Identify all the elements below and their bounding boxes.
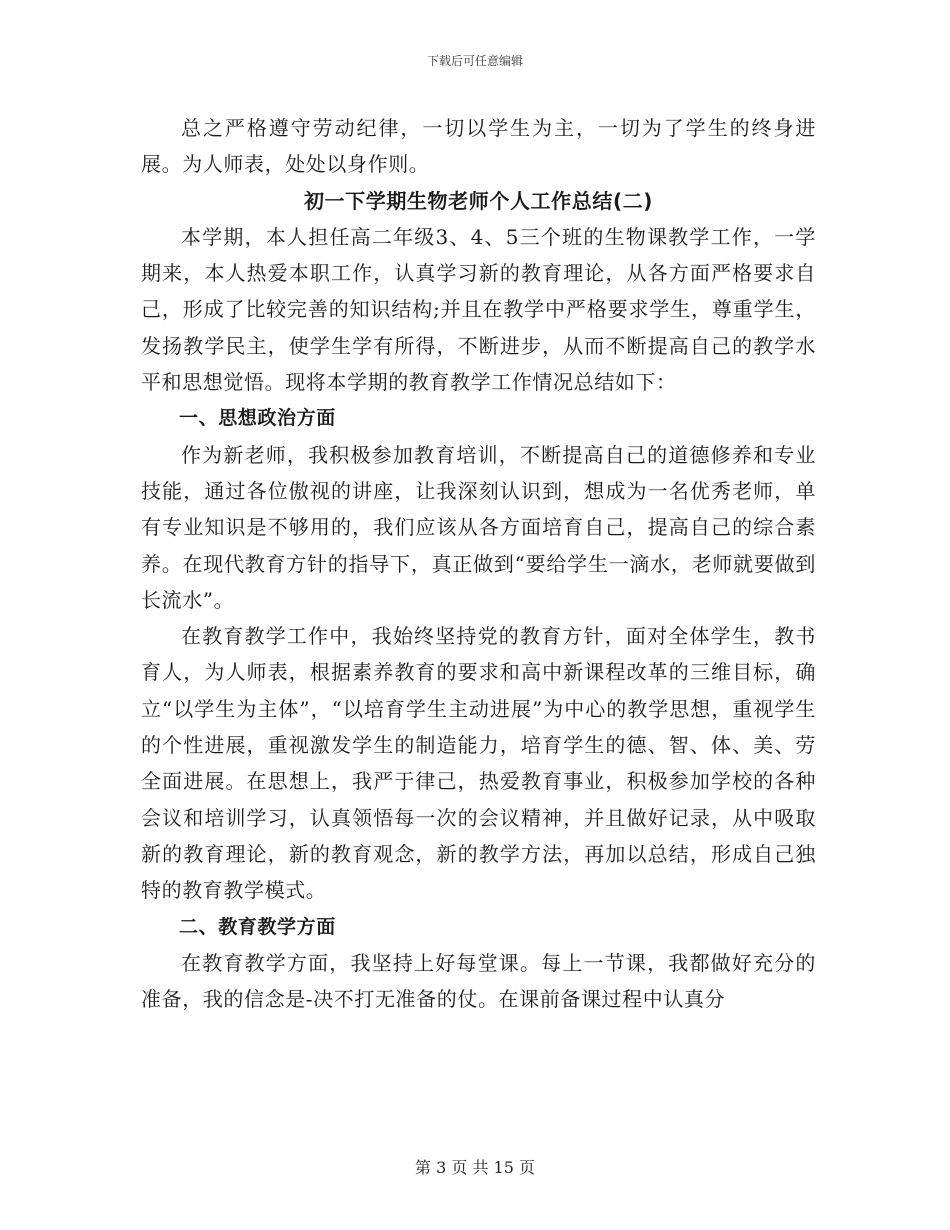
paragraph-closing: 总之严格遵守劳动纪律，一切以学生为主，一切为了学生的终身进展。为人师表，处处以身作则。 [141,116,816,177]
document-body [141,110,816,1017]
paragraph-politics-1: 作为新老师，我积极参加教育培训，不断提高自己的道德修养和专业技能，通过各位傲视的讲座，让我深刻认识到，想成为一名优秀老师，单有专业知识是不够用的，我们应该从各方面培育自己，提高自己的综合素养。在现代教育方针的指导下，真正做到“要给学生一滴水，老师就要做到长流水”。 [141,442,816,612]
paragraph-teaching-1: 在教育教学方面，我坚持上好每堂课。每上一节课，我都做好充分的准备，我的信念是-决不打无准备的仗。在课前备课过程中认真分 [141,950,816,1012]
paragraph-politics-2: 在教育教学工作中，我始终坚持党的教育方针，面对全体学生，教书育人，为人师表，根据素养教育的要求和高中新课程改革的三维目标，确立“以学生为主体”，“以培育学生主动进展”为中心的教学思想，重视学生的个性进展，重视激发学生的制造能力，培育学生的德、智、体、美、劳全面进展。在思想上，我严于律己，热爱教育事业，积极参加学校的各种会议和培训学习，认真领悟每一次的会议精神，并且做好记录，从中吸取新的教育理论，新的教育观念，新的教学方法，再加以总结，形成自己独特的教育教学模式。 [141,624,816,903]
page-header-note: 下载后可任意编辑 [426,54,523,68]
paragraph-intro: 本学期，本人担任高二年级3、4、5三个班的生物课教学工作，一学期来，本人热爱本职工作，认真学习新的教育理论，从各方面严格要求自己，形成了比较完善的知识结构;并且在教学中严格要求学生，尊重学生，发扬教学民主，使学生学有所得，不断进步，从而不断提高自己的教学水平和思想觉悟。现将本学期的教育教学工作情况总结如下： [141,224,816,395]
section-heading-teaching: 二、教育教学方面 [179,915,336,938]
document-title: 初一下学期生物老师个人工作总结(二) [303,188,654,213]
page-number: 第 3 页 共 15 页 [415,1158,535,1177]
section-heading-politics: 一、思想政治方面 [179,407,336,430]
